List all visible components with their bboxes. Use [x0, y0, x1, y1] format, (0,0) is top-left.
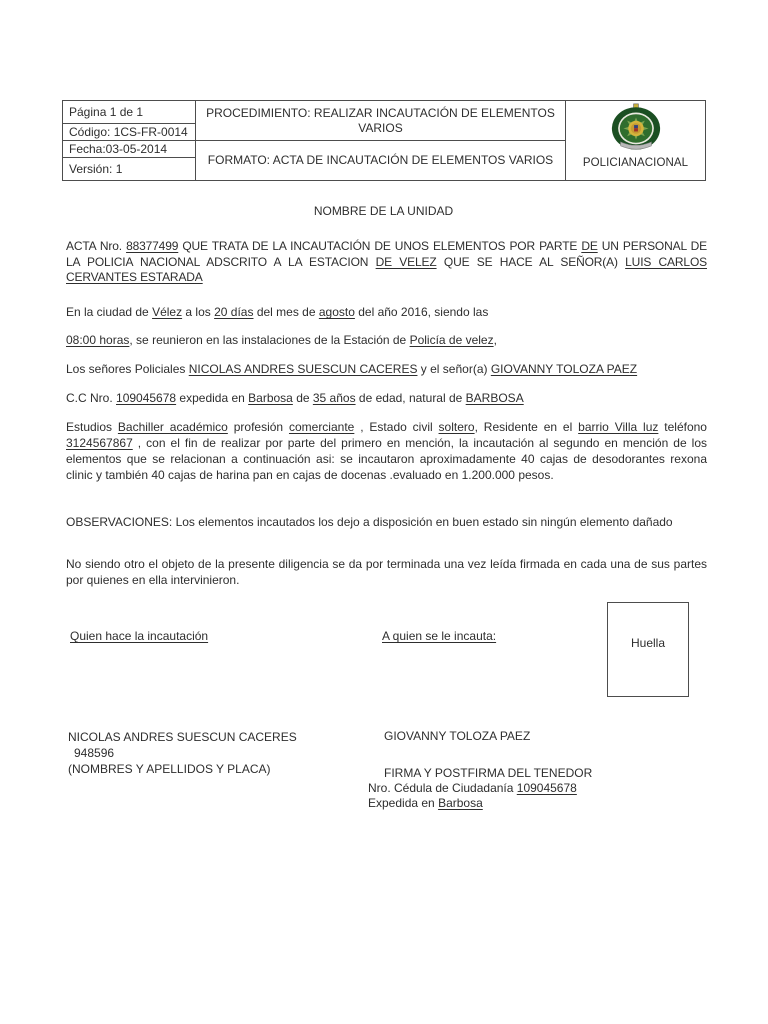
seizer-label: Quien hace la incautación — [70, 629, 209, 643]
version-cell: Versión: 1 — [63, 158, 196, 181]
seizer-badge-number: 948596 — [74, 746, 115, 760]
observations-paragraph: OBSERVACIONES: Los elementos incautados los dejo a disposición en buen estado sin ningún elemento dañado — [66, 515, 673, 529]
city-date-line: En la ciudad de Vélez a los 20 días del mes de agosto del año 2016, siendo las — [66, 305, 489, 319]
details-paragraph: Estudios Bachiller académico profesión comerciante , Estado civil soltero, Residente en el barrio Villa luz teléfono 3124567867 , con el fin de realizar por parte del primero en mención, la incautación al segundo en mención de los elementos que se relacionan a continuación asi: se incautaron aproximadamente 40 cajas de desodorantes rexona clinic y también 40 cajas de harina pan en cajas de docenas .evaluado en 1.200.000 pesos. — [66, 420, 707, 482]
header-table — [62, 100, 706, 181]
procedure-title-cell: PROCEDIMIENTO: REALIZAR INCAUTACIÓN DE ELEMENTOS VARIOS — [196, 101, 566, 141]
holder-signature-block — [368, 729, 592, 811]
holder-name: GIOVANNY TOLOZA PAEZ — [384, 729, 531, 743]
closing-paragraph: No siendo otro el objeto de la presente diligencia se da por terminada una vez leída firmada en cada una de sus partes por quienes en ella intervinieron. — [66, 557, 707, 587]
acta-paragraph: ACTA Nro. 88377499 QUE TRATA DE LA INCAUTACIÓN DE UNOS ELEMENTOS POR PARTE DE UN PERSONAL DE LA POLICIA NACIONAL ADSCRITO A LA ESTACION DE VELEZ QUE SE HACE AL SEÑOR(A) LUIS CARLOS CERVANTES ESTARADA — [66, 239, 708, 285]
code-cell: Código: 1CS-FR-0014 — [63, 124, 196, 141]
policia-nacional-crest-icon — [609, 103, 663, 155]
seizer-caption: (NOMBRES Y APELLIDOS Y PLACA) — [68, 762, 271, 776]
holder-issued-line: Expedida en Barbosa — [368, 796, 483, 810]
institution-cell — [566, 101, 706, 181]
page-number-cell: Página 1 de 1 — [63, 101, 196, 124]
seized-from-label: A quien se le incauta: — [382, 629, 497, 643]
date-cell: Fecha:03-05-2014 — [63, 141, 196, 158]
unit-title: NOMBRE DE LA UNIDAD — [313, 204, 454, 218]
seizer-signature-block — [68, 729, 297, 777]
holder-signature-space — [368, 744, 592, 766]
cc-line: C.C Nro. 109045678 expedida en Barbosa de 35 años de edad, natural de BARBOSA — [66, 391, 524, 405]
seizer-name: NICOLAS ANDRES SUESCUN CACERES — [68, 730, 297, 744]
holder-id-line: Nro. Cédula de Ciudadanía 109045678 — [368, 781, 577, 795]
fingerprint-box — [607, 602, 689, 697]
institution-name: POLICIA NACIONAL — [582, 157, 689, 169]
holder-caption: FIRMA Y POSTFIRMA DEL TENEDOR — [384, 766, 593, 780]
time-place-line: 08:00 horas, se reunieron en las instalaciones de la Estación de Policía de velez, — [66, 333, 497, 347]
fingerprint-box-label: Huella — [630, 635, 666, 650]
officials-line: Los señores Policiales NICOLAS ANDRES SUESCUN CACERES y el señor(a) GIOVANNY TOLOZA PAEZ — [66, 362, 638, 376]
format-title-cell: FORMATO: ACTA DE INCAUTACIÓN DE ELEMENTOS VARIOS — [196, 141, 566, 181]
